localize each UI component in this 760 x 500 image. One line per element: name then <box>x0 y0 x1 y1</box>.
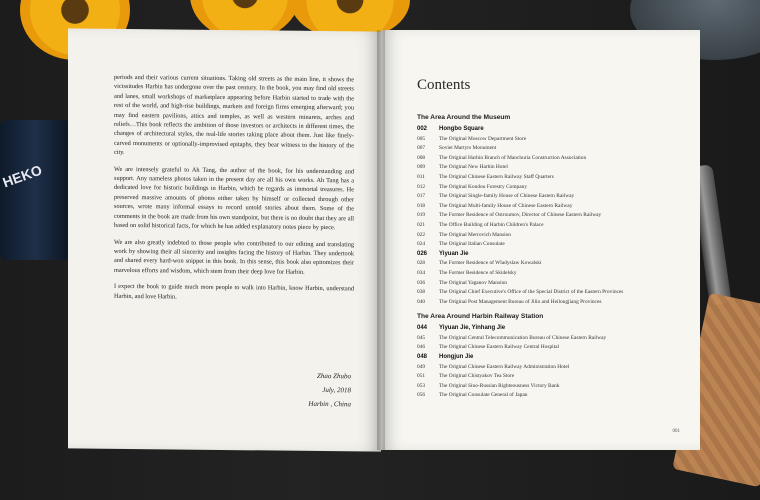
can-label: HEKO <box>0 161 44 191</box>
toc-entry <box>417 259 687 269</box>
toc-entry <box>417 202 687 212</box>
toc-entry <box>417 154 687 164</box>
preface-paragraph: We are intensely grateful to Ah Tang, the author of the book, for his understanding and support. Any nameless photos taken in the present day are all his own works. Ah Tang has a dedicated love for historic buildings in Harbin, which he regards as immortal treasures. He preserved massive amounts of photos either taken by himself or collected through other sources, wrote many informal essays to record untold stories about them. Some of the comments in the book are made from his own standpoint, but there is no doubt that they are all based on solid historical facts, for which he has added explanatory notes piece by piece. <box>114 165 354 232</box>
toc-entry-title: Yiyuan Jie <box>439 250 469 257</box>
right-page <box>381 30 700 450</box>
toc-entry-title: The Original Chinese Eastern Railway Central Hospital <box>439 344 560 351</box>
book-gutter <box>377 30 385 450</box>
toc-entry-page: 040 <box>417 298 426 305</box>
open-book <box>68 30 700 450</box>
toc-entry-page: 022 <box>417 231 426 238</box>
toc-entry-page: 009 <box>417 164 426 171</box>
toc-entry <box>417 324 687 334</box>
toc-entry <box>417 391 687 401</box>
toc-entry-title: The Original Consulate General of Japan <box>439 392 528 399</box>
toc-entry <box>417 163 687 173</box>
toc-entry-page: 008 <box>417 154 426 161</box>
toc-entry-title: The Former Residence of Skidelsky <box>439 269 517 276</box>
toc-entry-page: 053 <box>417 382 426 389</box>
drink-can <box>0 120 70 260</box>
toc-entry <box>417 211 687 221</box>
toc-entry-page: 034 <box>417 269 426 276</box>
toc-entry-title: The Original New Harbin Hotel <box>439 164 508 171</box>
signature-date: July, 2018 <box>322 386 351 395</box>
toc-entry-title: The Original Harbin Branch of Manchuria Construction Association <box>439 154 587 161</box>
preface-paragraph: I expect the book to guide much more people to walk into Harbin, know Harbin, understand Harbin, and love Harbin. <box>114 282 354 301</box>
toc-entry-title: The Original Single-family House of Chinese Eastern Railway <box>439 193 575 200</box>
toc-entry-title: The Original Sino-Russian Righteousness Victory Bank <box>439 382 560 389</box>
toc-entry-title: The Original Central Telecommunication Bureau of Chinese Eastern Railway <box>439 334 607 341</box>
toc-entry-page: 018 <box>417 202 426 209</box>
toc-entry-page: 012 <box>417 183 426 190</box>
toc-entry-page: 024 <box>417 241 426 248</box>
toc-entry <box>417 343 687 353</box>
toc-entry-title: Hongbo Square <box>439 126 484 132</box>
toc-entry-title: Yiyuan Jie, Yinhang Jie <box>439 325 506 332</box>
toc-entry-title: The Original Moscow Department Store <box>439 135 527 142</box>
signature-place: Harbin , China <box>308 399 351 409</box>
preface-paragraph: periods and their various current situations. Taking old streets as the main line, it shows the vicissitudes Harbin has undergone over the past century. In the book, you may find old streets and lanes, small workshops of marketplace appearing before Harbin started to trade with the rest of the world, and high-rise buildings, markets and foreign firms emerging afterward; you may find eastern pavilions, attics and temples, as well as western minarets, arches and reliefs…This book reflects the ambition of those investors or architects in different times, the changes of architectural styles, the real-life stories taking place about them. Just like finely-carved monuments or optionally-improvised epitaphs, they bear witness to the history of the city. <box>114 73 354 157</box>
toc-entry <box>417 382 687 392</box>
toc-entry <box>417 334 687 344</box>
toc-entry-page: 049 <box>417 363 426 370</box>
toc-entry-page: 045 <box>417 334 426 341</box>
toc-entry-page: 019 <box>417 212 426 219</box>
toc-entry <box>417 144 687 154</box>
toc-entry <box>417 250 687 260</box>
toc-entry-page: 036 <box>417 279 426 286</box>
toc-entry <box>417 279 687 289</box>
toc-entry-page: 048 <box>417 354 428 361</box>
toc-section-heading: The Area Around Harbin Railway Station <box>417 313 544 321</box>
preface-text <box>114 73 354 310</box>
toc-entry <box>417 298 687 308</box>
table-of-contents <box>417 114 687 401</box>
toc-entry-title: The Original Chinese Eastern Railway Administration Hotel <box>439 363 570 370</box>
toc-entry-page: 056 <box>417 392 426 399</box>
toc-entry <box>417 221 687 231</box>
toc-entry <box>417 288 687 298</box>
toc-entry-title: The Former Residence of Wladyslaw Kowalski <box>439 260 542 267</box>
toc-entry-page: 046 <box>417 344 426 351</box>
toc-entry-title: The Original Multi-family House of Chinese Eastern Railway <box>439 202 573 209</box>
toc-entry-title: Soviet Martyrs Monument <box>439 145 497 152</box>
toc-entry-page: 038 <box>417 289 426 296</box>
toc-entry-page: 011 <box>417 173 425 180</box>
toc-entry-page: 044 <box>417 325 428 332</box>
signature-block <box>231 368 351 411</box>
toc-entry-title: The Original Kondou Forestry Company <box>439 183 528 190</box>
toc-entry <box>417 192 687 202</box>
toc-entry <box>417 353 687 363</box>
toc-entry <box>417 269 687 279</box>
toc-entry-page: 051 <box>417 373 426 380</box>
toc-entry-title: The Original Chistyakov Tea Store <box>439 373 515 380</box>
toc-entry-title: The Original Merrovich Mansion <box>439 231 512 238</box>
toc-entry <box>417 135 687 145</box>
toc-entry-title: The Original Italian Consulate <box>439 241 505 248</box>
toc-entry-title: The Original Chinese Eastern Railway Staff Quarters <box>439 173 554 180</box>
toc-entry-page: 026 <box>417 250 428 257</box>
toc-entry-page: 028 <box>417 260 426 267</box>
contents-title: Contents <box>417 77 471 93</box>
toc-entry-title: Hongjun Jie <box>439 354 474 361</box>
signature-name: Zhao Zhubo <box>316 371 351 381</box>
toc-entry <box>417 173 687 183</box>
toc-entry-page: 021 <box>417 221 426 228</box>
toc-entry <box>417 363 687 373</box>
toc-entry <box>417 231 687 241</box>
toc-entry <box>417 183 687 193</box>
toc-entry <box>417 372 687 382</box>
left-page <box>68 28 381 451</box>
toc-entry-title: The Original Chief Executive's Office of the Special District of the Eastern Provinces <box>439 289 624 296</box>
toc-entry-title: The Original Post Management Bureau of Jilin and Heilongjiang Provinces <box>439 298 602 305</box>
toc-entry-page: 017 <box>417 193 426 200</box>
toc-entry <box>417 125 687 135</box>
toc-entry-title: The Office Building of Harbin Children's Palace <box>439 221 544 228</box>
toc-entry-page: 005 <box>417 135 426 142</box>
preface-paragraph: We are also greatly indebted to those people who contributed to our editing and translating work by showing their all sincerity and insights facing the history of Harbin. They undertook and shared every hard-won snippet in this book. In this sense, this book also epitomizes their marvelous efforts and wisdom, which stem from their deep love for Harbin. <box>114 238 354 276</box>
toc-entry <box>417 240 687 250</box>
toc-entry-page: 002 <box>417 126 428 132</box>
toc-entry-page: 007 <box>417 145 426 152</box>
toc-section-heading: The Area Around the Museum <box>417 114 511 121</box>
toc-entry-title: The Former Residence of Ostroumov, Director of Chinese Eastern Railway <box>439 212 602 219</box>
page-number: 001 <box>672 429 680 434</box>
toc-entry-title: The Original Yaganov Mansion <box>439 279 507 286</box>
